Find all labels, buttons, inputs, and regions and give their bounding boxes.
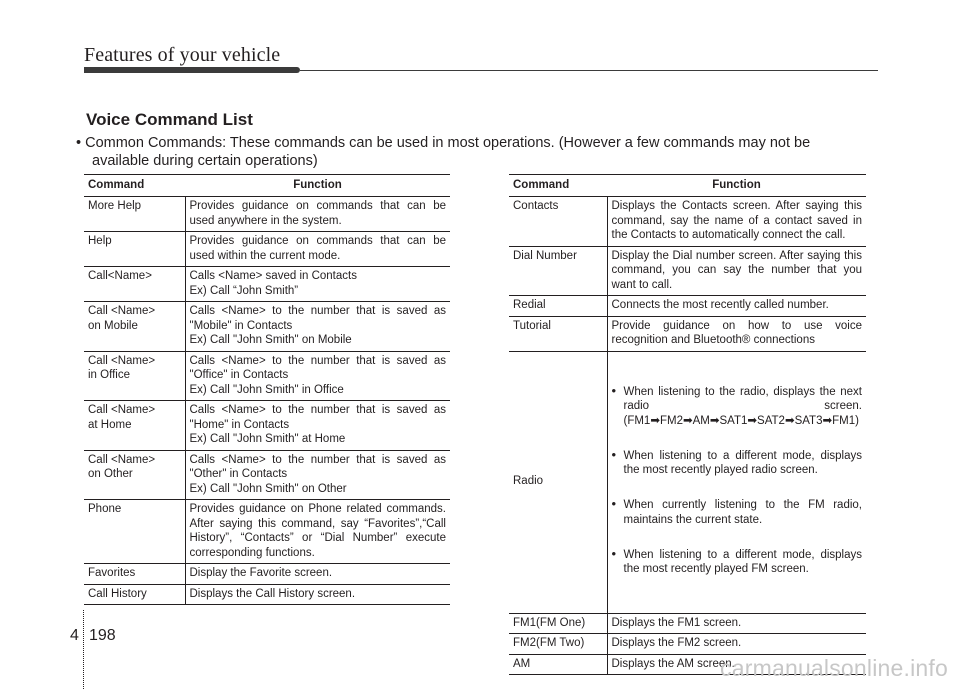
function-cell: Connects the most recently called number. [607, 296, 866, 317]
function-cell: Calls <Name> to the number that is saved as "Office" in Contacts Ex) Call "John Smith" in Office [185, 351, 450, 401]
command-cell: Redial [509, 296, 607, 317]
function-cell: Display the Favorite screen. [185, 564, 450, 585]
table-row [84, 584, 450, 605]
list-item: • When listening to a different mode, displays the most recently played FM screen. [612, 548, 863, 577]
command-cell: More Help [84, 197, 185, 232]
function-cell: Provides guidance on commands that can be used within the current mode. [185, 232, 450, 267]
left-header-function: Function [185, 175, 450, 197]
right-header-function: Function [607, 175, 866, 197]
command-cell: FM1(FM One) [509, 613, 607, 634]
table-row [84, 450, 450, 500]
watermark: carmanualsonline.info [720, 655, 948, 681]
table-row [84, 401, 450, 451]
command-cell: Contacts [509, 197, 607, 247]
function-cell: Displays the FM1 screen. [607, 613, 866, 634]
function-cell: Displays the FM2 screen. [607, 634, 866, 655]
function-cell: Calls <Name> to the number that is saved as "Other" in Contacts Ex) Call "John Smith" on Other [185, 450, 450, 500]
intro-paragraph [76, 134, 882, 170]
function-cell: Provides guidance on Phone related commands. After saying this command, say “Favorites”,“Call History”, “Contacts” or “Dial Number” execute corresponding functions. [185, 500, 450, 564]
table-row [509, 316, 866, 351]
footer-divider [83, 610, 84, 689]
command-cell: Favorites [84, 564, 185, 585]
right-table-header [509, 175, 866, 197]
function-cell: Displays the Call History screen. [185, 584, 450, 605]
command-cell: Call <Name> on Mobile [84, 302, 185, 352]
header-rule-thick [84, 67, 300, 73]
command-cell: Dial Number [509, 246, 607, 296]
table-row [509, 197, 866, 247]
left-header-command: Command [84, 175, 185, 197]
table-row [84, 351, 450, 401]
section-title: Voice Command List [86, 110, 253, 129]
function-cell [607, 351, 866, 613]
intro-line-2: available during certain operations) [92, 153, 318, 169]
table-row [509, 613, 866, 634]
table-row [84, 197, 450, 232]
header-title: Features of your vehicle [84, 44, 281, 66]
table-row [509, 246, 866, 296]
command-cell: Help [84, 232, 185, 267]
function-cell: Displays the Contacts screen. After saying this command, say the name of a contact saved in the Contacts to automatically connect the call. [607, 197, 866, 247]
list-item: • When listening to the radio, displays the next radio screen. (FM1➡FM2➡AM➡SAT1➡SAT2➡SAT3➡FM1) [612, 385, 863, 429]
command-cell: Tutorial [509, 316, 607, 351]
chapter-number: 4 [70, 627, 79, 644]
command-cell: Call <Name> in Office [84, 351, 185, 401]
function-cell: Provide guidance on how to use voice recognition and Bluetooth® connections [607, 316, 866, 351]
table-row [84, 302, 450, 352]
function-cell: Provides guidance on commands that can be used anywhere in the system. [185, 197, 450, 232]
table-row [84, 500, 450, 564]
command-cell: Radio [509, 351, 607, 613]
table-row [509, 296, 866, 317]
right-command-table [509, 174, 866, 675]
table-row [509, 634, 866, 655]
left-command-table [84, 174, 450, 605]
page-number: 198 [89, 627, 116, 644]
intro-bullet: • [76, 135, 82, 151]
radio-bullet-list [612, 368, 863, 595]
command-cell: Call History [84, 584, 185, 605]
command-cell: Call <Name> on Other [84, 450, 185, 500]
function-cell: Calls <Name> to the number that is saved as "Home" in Contacts Ex) Call "John Smith" at Home [185, 401, 450, 451]
right-header-command: Command [509, 175, 607, 197]
function-cell: Display the Dial number screen. After saying this command, you can say the number that you want to call. [607, 246, 866, 296]
function-cell: Calls <Name> saved in Contacts Ex) Call “John Smith” [185, 267, 450, 302]
table-row-radio [509, 351, 866, 613]
intro-line-1: Common Commands: These commands can be used in most operations. (However a few commands may not be [85, 135, 811, 151]
function-cell: Displays the AM screen. [607, 654, 866, 675]
table-row [84, 564, 450, 585]
command-cell: Call<Name> [84, 267, 185, 302]
table-row [84, 232, 450, 267]
function-cell: Calls <Name> to the number that is saved as "Mobile" in Contacts Ex) Call "John Smith" on Mobile [185, 302, 450, 352]
command-cell: Call <Name> at Home [84, 401, 185, 451]
command-cell: AM [509, 654, 607, 675]
left-table-header [84, 175, 450, 197]
header-rule-thin [300, 70, 878, 71]
list-item: • When currently listening to the FM radio, maintains the current state. [612, 498, 863, 527]
table-row [84, 267, 450, 302]
list-item: • When listening to a different mode, displays the most recently played radio screen. [612, 449, 863, 478]
command-cell: FM2(FM Two) [509, 634, 607, 655]
command-cell: Phone [84, 500, 185, 564]
